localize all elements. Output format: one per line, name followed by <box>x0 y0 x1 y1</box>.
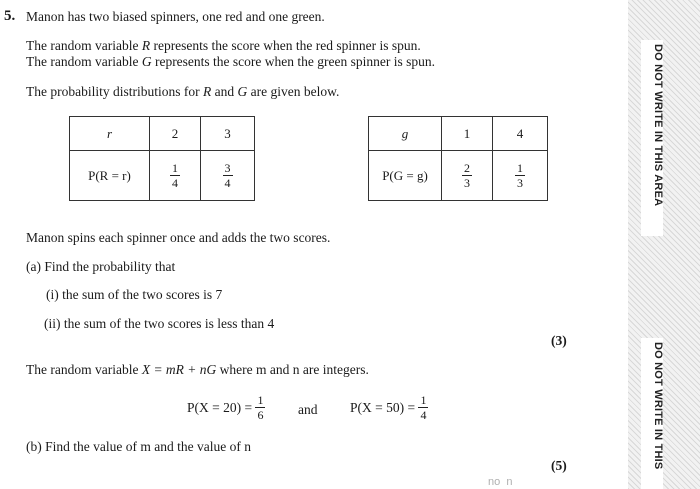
table-r-header-label: r <box>106 125 113 141</box>
margin-strip <box>628 0 700 489</box>
part-a-i: (i) the sum of the two scores is 7 <box>46 287 223 302</box>
table-r-value: 2 <box>150 117 201 151</box>
part-a-heading: (a) Find the probability that <box>26 259 176 274</box>
table-g-value: 4 <box>493 117 548 151</box>
table-g-header-label: g <box>401 125 409 141</box>
px20-equation: P(X = 20) = $\frac{1}{6}$ <box>187 393 264 422</box>
spins-statement: Manon spins each spinner once and adds the two scores. <box>26 230 331 245</box>
g-definition: The random variable G represents the score when the green spinner is spun. <box>26 54 435 69</box>
do-not-write-warning: DO NOT WRITE IN THIS <box>652 342 664 470</box>
table-g-value: 1 <box>442 117 493 151</box>
do-not-write-warning: DO NOT WRITE IN THIS AREA <box>652 44 664 207</box>
px50-equation: P(X = 50) = $\frac{1}{4}$ <box>350 393 427 422</box>
distribution-table-r <box>69 116 255 201</box>
distribution-table-g <box>368 116 548 201</box>
question-intro: Manon has two biased spinners, one red and one green. <box>26 9 325 24</box>
table-g-prob: $\frac{1}{3}$ <box>493 151 548 201</box>
faint-mark: no n <box>488 476 513 488</box>
part-a-ii: (ii) the sum of the two scores is less than 4 <box>44 316 275 331</box>
x-definition: The random variable X = mR + nG where m and n are integers. <box>26 362 369 377</box>
table-r-value: 3 <box>201 117 255 151</box>
table-r-prob: $\frac{1}{4}$ <box>150 151 201 201</box>
distributions-intro: The probability distributions for R and G are given below. <box>26 84 340 99</box>
table-r-prob: $\frac{3}{4}$ <box>201 151 255 201</box>
table-g-prob: $\frac{2}{3}$ <box>442 151 493 201</box>
table-g-prob-label: P(G = g) <box>369 151 442 201</box>
marks-b: (5) <box>551 458 567 473</box>
question-number: 5. <box>4 8 16 24</box>
table-r-prob-label: P(R = r) <box>70 151 150 201</box>
part-b: (b) Find the value of m and the value of n <box>26 439 251 454</box>
marks-a: (3) <box>551 333 567 348</box>
r-definition: The random variable R represents the score when the red spinner is spun. <box>26 38 421 53</box>
and-word: and <box>298 402 318 417</box>
